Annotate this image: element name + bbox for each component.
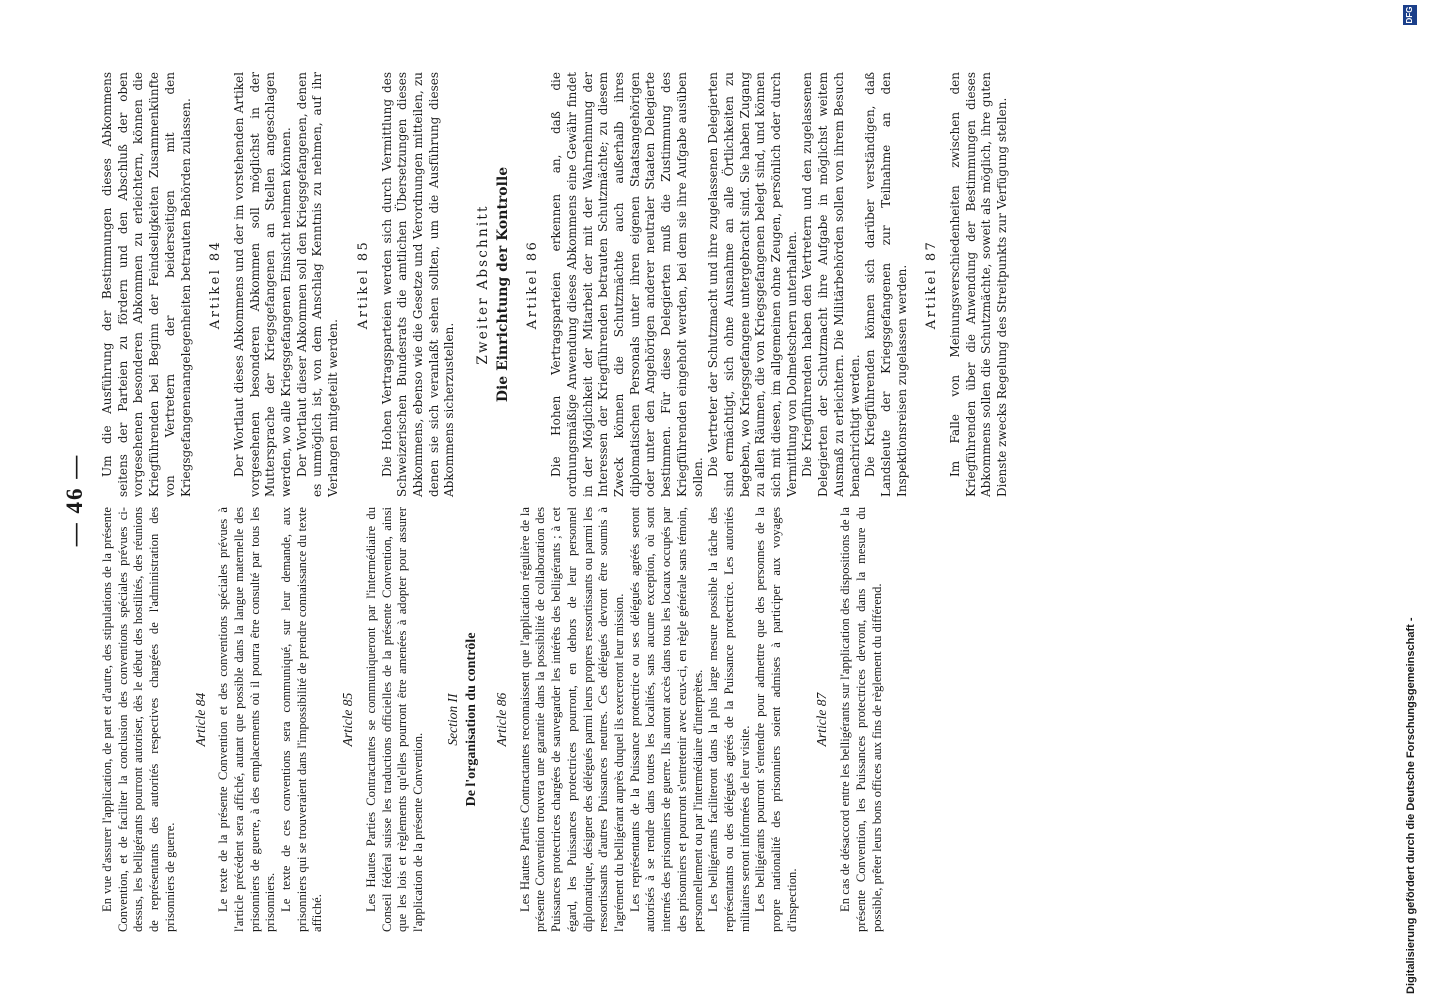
article-86-paragraph-1: Les Hautes Parties Contractantes reconnaissent que l'application régulière de la présente Convention trouvera une garantie dans la possibilité de collaboration des Puissances protectrices chargées de sauvegarder les intérêts des belligérants ; à cet égard, les Puissances protectrices pourront, en dehors de leur personnel diplomatique, désigner des délégués parmi leurs propres ressortissants ou parmi les ressortissants d'autres Puissances neutres. Ces délégués devront être soumis à l'agrément du belligérant auprès duquel ils exerceront leur mission. <box>517 507 626 932</box>
article-84-paragraph-1: Der Wortlaut dieses Abkommens und der im vorstehenden Artikel vorgesehenen besonderen Abkommen soll möglichst in der Muttersprache der Kriegsgefangenen an Stellen angeschlagen werden, wo alle Kriegsgefangenen Einsicht nehmen können. <box>231 72 294 497</box>
article-84-heading: Artikel 84 <box>208 239 224 330</box>
page-number: — 46 — <box>62 453 87 547</box>
section-title: Die Einrichtung der Kontrolle <box>494 166 511 403</box>
article-86-paragraph-3: Les belligérants faciliteront dans la plus large mesure possible la tâche des représentants ou des délégués agréés de la Puissance protectrice. Les autorités militaires seront informées de leur visite. <box>706 507 752 932</box>
article-86-paragraph-2: Die Vertreter der Schutzmacht und ihre zugelassenen Delegierten sind ermächtigt, sich ohne Ausnahme an alle Örtlichkeiten zu begeben, wo Kriegsgefangene untergebracht sind. Sie haben Zugang zu allen Räumen, die von Kriegsgefangenen belegt sind, und können sich mit diesen, im allgemeinen ohne Zeugen, persönlich oder durch Vermittlung von Dolmetschern unterhalten. <box>706 72 799 497</box>
article-86-paragraph-1: Die Hohen Vertragsparteien erkennen an, daß die ordnungsmäßige Anwendung dieses Abkommens eine Gewähr findet in der Möglichkeit der Mitarbeit der mit der Wahrnehmung der Interessen der Kriegführenden betrauten Schutzmächte; zu diesem Zweck können die Schutzmächte auch außerhalb ihres diplomatischen Personals unter ihren eigenen Staatsangehörigen oder unter den Angehörigen anderer neutraler Staaten Delegierte bestimmen. Für diese Delegierten muß die Zustimmung des Kriegführenden eingeholt werden, bei dem sie ihre Aufgabe ausüben sollen. <box>549 72 705 497</box>
article-86-heading: Article 86 <box>494 692 510 747</box>
article-85-paragraph-1: Les Hautes Parties Contractantes se communiqueront par l'intermédiaire du Conseil fédéral suisse les traductions officielles de la présente Convention, ainsi que les lois et règlements qu'elles pourront être amenées à adopter pour assurer l'application de la présente Convention. <box>363 507 425 932</box>
article-87-heading: Article 87 <box>814 692 830 747</box>
french-column <box>100 507 885 932</box>
section-title: De l'organisation du contrôle <box>464 632 480 807</box>
dfg-logo-icon: DFG <box>1403 5 1417 25</box>
article-87-paragraph-1: En cas de désaccord entre les belligérants sur l'application des dispositions de la présente Convention, les Puissances protectrices devront, dans la mesure du possible, prêter leurs bons offices aux fins de règlement du différend. <box>838 507 884 932</box>
article-86-paragraph-2: Les représentants de la Puissance protectrice ou ses délégués agréés seront autorisés à se rendre dans toutes les localités, sans aucune exception, où sont internés des prisonniers de guerre. Ils auront accès dans tous les locaux occupés par des prisonniers et pourront s'entretenir avec ceux-ci, en règle générale sans témoin, personnellement ou par l'intermédiaire d'interprètes. <box>627 507 705 932</box>
article-86-paragraph-4: Die Kriegführenden können sich darüber verständigen, daß Landsleute der Kriegsgefangenen zur Teilnahme an den Inspektionsreisen zugelassen werden. <box>863 72 909 497</box>
footer-credit: Digitalisierung gefördert durch die Deutsche Forschungsgemeinschaft - <box>1405 617 1417 994</box>
article-84-paragraph-2: Der Wortlaut dieser Abkommen soll den Kriegsgefangenen, denen es unmöglich ist, von dem Anschlag Kenntnis zu nehmen, auf ihr Verlangen mitgeteilt werden. <box>294 72 341 497</box>
section-label: Zweiter Abschnitt <box>475 204 492 365</box>
article-85-paragraph-1: Die Hohen Vertragsparteien werden sich durch Vermittlung des Schweizerischen Bundesrats die amtlichen Übersetzungen dieses Abkommens, ebenso wie die Gesetze und Verordnungen mitteilen, zu denen sie sich veranlaßt sehen sollten, um die Ausführung dieses Abkommens sicherzustellen. <box>379 72 457 497</box>
intro-paragraph: Um die Ausführung der Bestimmungen dieses Abkommens seitens der Parteien zu fördern und den Abschluß der oben vorgesehenen besonderen Abkommen zu erleichtern, können die Kriegführenden bei Beginn der Feindseligkeiten Zusammenkünfte von Vertretern der beiderseitigen mit den Kriegsgefangenenangelegenheiten betrauten Behörden zulassen. <box>100 72 193 497</box>
article-84-paragraph-2: Le texte de ces conventions sera communiqué, sur leur demande, aux prisonniers qui se trouveraient dans l'impossibilité de prendre connaissance du texte affiché. <box>279 507 325 932</box>
article-85-heading: Artikel 85 <box>355 239 371 330</box>
article-84-paragraph-1: Le texte de la présente Convention et des conventions spéciales prévues à l'article précédent sera affiché, autant que possible dans la langue maternelle des prisonniers de guerre, à des emplacements où il pourra être consulté par tous les prisonniers. <box>216 507 278 932</box>
german-column <box>100 72 1011 497</box>
article-86-paragraph-4: Les belligérants pourront s'entendre pour admettre que des personnes de la propre nationalité des prisonniers soient admises à participer aux voyages d'inspection. <box>753 507 799 932</box>
section-label: Section II <box>444 693 460 746</box>
article-86-heading: Artikel 86 <box>525 239 541 330</box>
article-84-heading: Article 84 <box>192 692 208 747</box>
digitization-footer <box>1402 0 1422 1000</box>
article-86-paragraph-3: Die Kriegführenden haben den Vertretern und den zugelassenen Delegierten der Schutzmacht ihre Aufgabe in möglichst weitem Ausmaß zu erleichtern. Die Militärbehörden sollen von ihrem Besuch benachrichtigt werden. <box>800 72 862 497</box>
article-87-heading: Artikel 87 <box>924 239 940 330</box>
intro-paragraph: En vue d'assurer l'application, de part et d'autre, des stipulations de la présente Convention, et de faciliter la conclusion des conventions spéciales prévues ci-dessus, les belligérants pourront autoriser, dès le début des hostilités, des réunions de représentants des autorités respectives chargées de l'administration des prisonniers de guerre. <box>100 507 177 932</box>
article-85-heading: Article 85 <box>340 692 356 747</box>
article-87-paragraph-1: Im Falle von Meinungsverschiedenheiten zwischen den Kriegführenden über die Anwendung der Bestimmungen dieses Abkommens sollen die Schutzmächte, soweit als möglich, ihre guten Dienste zwecks Regelung des Streitpunkts zur Verfügung stellen. <box>948 72 1010 497</box>
